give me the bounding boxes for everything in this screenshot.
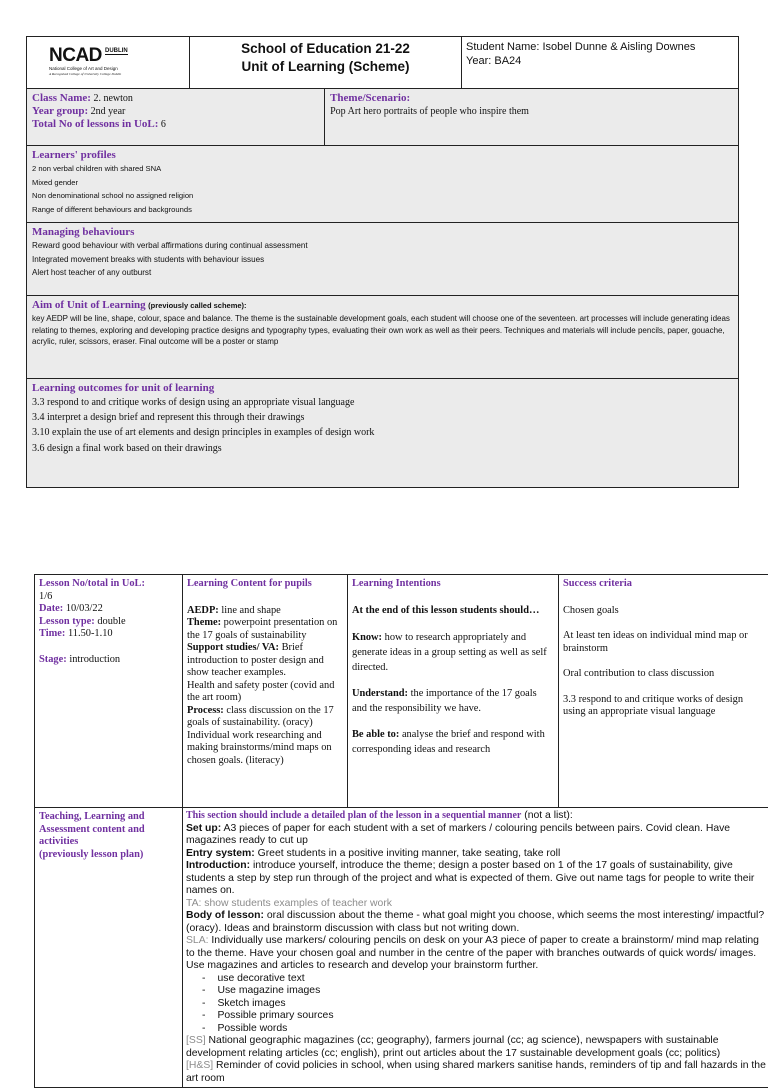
success-item: Chosen goals bbox=[563, 605, 766, 618]
lesson-time: 11.50-1.10 bbox=[68, 628, 113, 639]
intentions-intro: At the end of this lesson students should… bbox=[352, 605, 554, 618]
profile-item: 2 non verbal children with shared SNA bbox=[32, 162, 733, 176]
behaviour-item: Integrated movement breaks with students with behaviour issues bbox=[32, 253, 733, 267]
ss-label: [SS] bbox=[186, 1035, 206, 1046]
teaching-label-cell bbox=[35, 808, 183, 1088]
class-name: 2. newton bbox=[93, 93, 132, 104]
sla-bullet: - Possible primary sources bbox=[204, 1010, 767, 1023]
support-text: Brief introduction to poster design and show teacher examples. bbox=[187, 642, 324, 678]
sla-label: SLA: bbox=[186, 935, 209, 946]
content-theme: powerpoint presentation on the 17 goals of sustainability bbox=[187, 617, 337, 641]
setup-text: A3 pieces of paper for each student with a set of markers / colouring pencils between pairs. Covid clean. Have magazines ready to cut up bbox=[186, 823, 730, 847]
sla-bullet: - Sketch images bbox=[204, 998, 767, 1011]
profile-item: Non denominational school no assigned religion bbox=[32, 189, 733, 203]
stage-label: Stage: bbox=[39, 654, 67, 665]
understand-label: Understand: bbox=[352, 688, 408, 699]
aedp-label: AEDP: bbox=[187, 605, 219, 616]
lesson-table bbox=[34, 574, 768, 1088]
hs-label: [H&S] bbox=[186, 1060, 213, 1071]
process-text: class discussion on the 17 goals of sustainability. (oracy) bbox=[187, 705, 334, 729]
able-label: Be able to: bbox=[352, 729, 399, 740]
year-group: 2nd year bbox=[91, 106, 126, 117]
sla-bullet: - use decorative text bbox=[204, 973, 767, 986]
sla-bullet-list bbox=[186, 973, 767, 1036]
teaching-detail-cell bbox=[183, 808, 768, 1088]
class-name-label: Class Name: bbox=[32, 92, 91, 104]
learners-profiles-cell bbox=[27, 146, 739, 223]
aim-cell bbox=[27, 296, 739, 379]
entry-text: Greet students in a positive inviting manner, take seating, take roll bbox=[258, 848, 561, 859]
theme-text: Pop Art hero portraits of people who inspire them bbox=[330, 105, 733, 118]
logo-subtitle: National College of Art and Design bbox=[49, 66, 121, 72]
managing-behaviours-row bbox=[27, 223, 739, 296]
theme-cell bbox=[325, 89, 739, 146]
lesson-stage: introduction bbox=[69, 654, 120, 665]
intro-text: introduce yourself, introduce the theme; design a poster based on 1 of the 17 goals of sustainability, give students a step by step run through of the project and what is expected of them. Give out name tags for people to write their names on. bbox=[186, 860, 754, 896]
success-criteria-header: Success criteria bbox=[563, 578, 766, 591]
lesson-info-cell bbox=[35, 575, 183, 808]
entry-label: Entry system: bbox=[186, 848, 255, 859]
success-criteria-cell bbox=[559, 575, 768, 808]
sla-bullet: - Use magazine images bbox=[204, 985, 767, 998]
content-theme-label: Theme: bbox=[187, 617, 221, 628]
time-label: Time: bbox=[39, 628, 65, 639]
profile-item: Mixed gender bbox=[32, 176, 733, 190]
logo-dublin: DUBLIN bbox=[105, 48, 128, 55]
school-line1: School of Education 21-22 bbox=[190, 40, 461, 58]
individual-work-text: Individual work researching and making brainstorms/mind maps on chosen goals. (literacy) bbox=[187, 730, 343, 768]
year-group-label: Year group: bbox=[32, 105, 88, 117]
type-label: Lesson type: bbox=[39, 616, 95, 627]
success-item: Oral contribution to class discussion bbox=[563, 668, 766, 681]
learning-intentions-cell bbox=[348, 575, 559, 808]
teaching-heading: This section should include a detailed plan of the lesson in a sequential manner bbox=[186, 810, 521, 821]
managing-behaviours-cell bbox=[27, 223, 739, 296]
learning-content-cell bbox=[183, 575, 348, 808]
aedp-text: line and shape bbox=[221, 605, 280, 616]
process-label: Process: bbox=[187, 705, 224, 716]
class-info-cell bbox=[27, 89, 325, 146]
intro-label: Introduction: bbox=[186, 860, 250, 871]
student-year: Year: BA24 bbox=[466, 54, 734, 68]
know-label: Know: bbox=[352, 632, 382, 643]
hs-text: Reminder of covid policies in school, when using shared markers sanitise hands, reminders of tip and fall hazards in the art room bbox=[186, 1060, 766, 1084]
know-text: how to research appropriately and generate ideas in a group setting as well as self directed. bbox=[352, 632, 547, 673]
aim-label-note: (previously called scheme): bbox=[148, 301, 246, 310]
success-item: At least ten ideas on individual mind map or brainstorm bbox=[563, 630, 766, 655]
ss-text: National geographic magazines (cc; geography), farmers journal (cc; ag science), newspapers with sustainable development relating articles (cc; english), print out articles about the 17 sustainable development goals (cc; politics) bbox=[186, 1035, 720, 1059]
body-text: oral discussion about the theme - what goal might you choose, which seems the most interesting/ impactful? (oracy). Ideas and brainstorm discussion with class but not writing down. bbox=[186, 910, 764, 934]
class-info-row bbox=[27, 89, 739, 146]
behaviour-item: Alert host teacher of any outburst bbox=[32, 266, 733, 280]
outcome-item: 3.4 interpret a design brief and represent this through their drawings bbox=[32, 410, 733, 425]
lesson-row bbox=[35, 575, 768, 808]
learning-outcomes-row bbox=[27, 379, 739, 488]
total-lessons-label: Total No of lessons in UoL: bbox=[32, 118, 158, 130]
student-name: Student Name: Isobel Dunne & Aisling Downes bbox=[466, 40, 734, 54]
teaching-label-note: (previously lesson plan) bbox=[39, 849, 178, 862]
sla-bullet: - Possible words bbox=[204, 1023, 767, 1036]
unit-of-learning-table bbox=[26, 36, 739, 488]
total-lessons: 6 bbox=[161, 119, 166, 130]
outcome-item: 3.10 explain the use of art elements and design principles in examples of design work bbox=[32, 425, 733, 440]
header-row bbox=[27, 37, 739, 89]
setup-label: Set up: bbox=[186, 823, 221, 834]
able-text: analyse the brief and respond with corresponding ideas and research bbox=[352, 729, 545, 755]
outcome-item: 3.3 respond to and critique works of design using an appropriate visual language bbox=[32, 395, 733, 410]
learning-outcomes-cell bbox=[27, 379, 739, 488]
theme-label: Theme/Scenario: bbox=[330, 92, 733, 105]
sla-text: Individually use markers/ colouring pencils on desk on your A3 piece of paper to create a brainstorm/ mind map relating to the theme. Have your chosen goal and number in the centre of the paper with branches outwards of quick words/ images. Use magazines and articles to research and develop your brainstorm further. bbox=[186, 935, 759, 971]
ta-text: TA: show students examples of teacher work bbox=[186, 898, 767, 911]
learning-outcomes-label: Learning outcomes for unit of learning bbox=[32, 382, 733, 395]
managing-behaviours-label: Managing behaviours bbox=[32, 226, 733, 239]
profile-item: Range of different behaviours and backgrounds bbox=[32, 203, 733, 217]
behaviour-item: Reward good behaviour with verbal affirmations during continual assessment bbox=[32, 239, 733, 253]
health-safety-text: Health and safety poster (covid and the art room) bbox=[187, 680, 343, 705]
school-title bbox=[190, 37, 462, 89]
lesson-no: 1/6 bbox=[39, 591, 178, 604]
learning-content-header: Learning Content for pupils bbox=[187, 578, 343, 591]
logo-cell bbox=[27, 37, 190, 89]
date-label: Date: bbox=[39, 603, 63, 614]
ncad-logo bbox=[49, 46, 121, 77]
logo-text: NCAD bbox=[49, 46, 121, 65]
support-label: Support studies/ VA: bbox=[187, 642, 279, 653]
success-item: 3.3 respond to and critique works of design using an appropriate visual language bbox=[563, 694, 766, 719]
outcome-item: 3.6 design a final work based on their drawings bbox=[32, 441, 733, 456]
body-label: Body of lesson: bbox=[186, 910, 264, 921]
aim-text: key AEDP will be line, shape, colour, space and balance. The theme is the sustainable development goals, each student will choose one of the seventeen. art processes will include generating ideas relating to themes, exploring and developing practice designs and typography types, evaluating their own work as well as their peers. Techniques and materials will include pencils, paper, gouache, acrylic, ruler, scissors, eraser. Final outcome will be a poster or stamp bbox=[32, 313, 733, 348]
school-line2: Unit of Learning (Scheme) bbox=[190, 58, 461, 76]
aim-row bbox=[27, 296, 739, 379]
lesson-no-header: Lesson No/total in UoL: bbox=[39, 578, 178, 591]
aim-label: Aim of Unit of Learning bbox=[32, 299, 146, 311]
understand-text: the importance of the 17 goals and the responsibility we have. bbox=[352, 688, 537, 714]
lesson-date: 10/03/22 bbox=[66, 603, 103, 614]
learners-profiles-label: Learners' profiles bbox=[32, 149, 733, 162]
logo-subtitle2: A Recognised College of University College Dublin bbox=[49, 72, 121, 77]
student-info bbox=[462, 37, 739, 89]
lesson-type: double bbox=[97, 616, 125, 627]
learning-intentions-header: Learning Intentions bbox=[352, 578, 554, 591]
teaching-row bbox=[35, 808, 768, 1088]
teaching-heading-note: (not a list): bbox=[524, 810, 573, 821]
teaching-label: Teaching, Learning and Assessment content and activities bbox=[39, 811, 178, 849]
learners-profiles-row bbox=[27, 146, 739, 223]
